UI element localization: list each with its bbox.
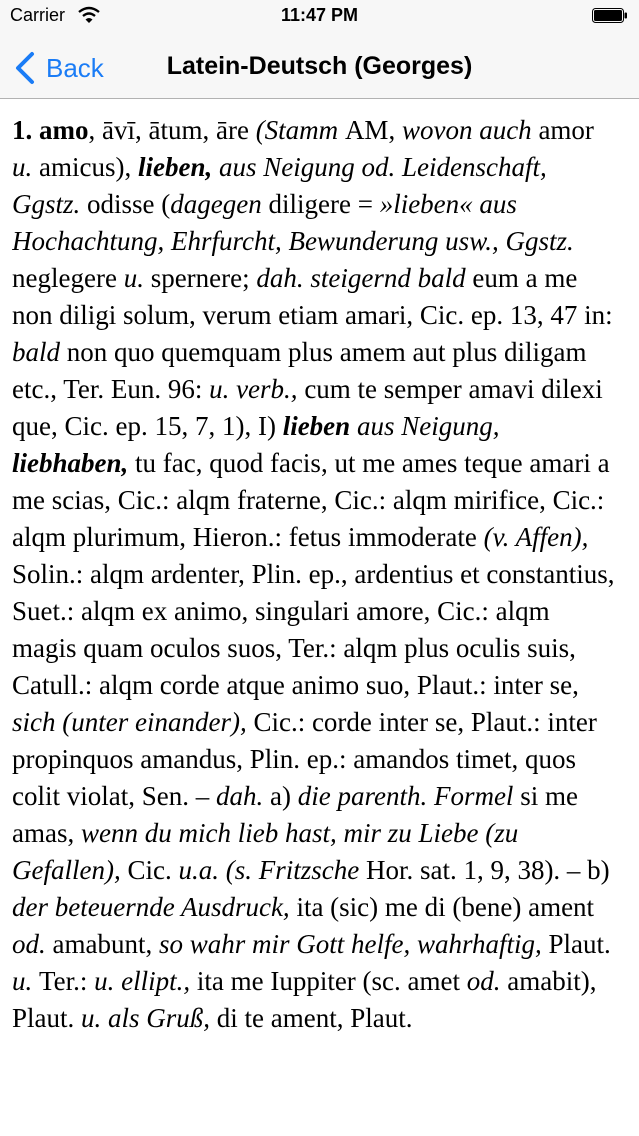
entry-segment: dagegen [170,189,269,219]
dictionary-entry [12,112,616,1136]
entry-segment: Hor. sat. 1, 9, 38). – b) [365,855,610,885]
back-label: Back [46,52,104,83]
navigation-bar [0,40,639,99]
entry-segment: tu fac, quod facis, ut me ames teque amari a me scias, Cic.: alqm fraterne, Cic.: alqm mirifice, Cic.: alqm plurimum, Hieron.: fetus immoderate [12,448,610,552]
entry-segment: »lieben« aus Hochachtung, Ehrfurcht, Bewunderung usw., Ggstz. [12,189,574,256]
entry-segment: (v. Affen), [483,522,589,552]
entry-segment: odisse ( [87,189,171,219]
entry-segment: si me amas, [12,781,578,848]
entry-text [12,112,616,1037]
entry-segment: Ter.: [39,966,95,996]
entry-segment: dah. [215,781,270,811]
entry-segment: od. [466,966,508,996]
entry-segment: amabit), Plaut. [12,966,597,1033]
entry-segment: u. [123,263,151,293]
entry-segment: wenn du mich lieb hast, mir zu Liebe (zu Gefallen), [12,818,519,885]
entry-segment: od. [12,929,53,959]
entry-segment: der beteuernde Ausdruck, [12,892,297,922]
entry-segment: liebhaben, [12,448,136,478]
entry-segment: non quo quemquam plus amem aut plus diligam etc., Ter. Eun. 96: [12,337,587,404]
entry-segment: di te ament, Plaut. [216,1003,413,1033]
entry-segment: sich (unter einander), [12,707,254,737]
entry-segment: amabunt, [52,929,159,959]
carrier-label: Carrier [10,5,66,25]
entry-segment: u. [12,966,39,996]
entry-segment: cum te semper amavi dilexi que, Cic. ep. 15, 7, 1), I) [12,374,603,441]
entry-segment: wovon auch [401,115,539,145]
entry-segment: (Stamm [255,115,345,145]
battery-icon [592,8,628,23]
entry-segment: Cic. [127,855,179,885]
entry-segment: lieben [282,411,357,441]
page-title: Latein-Deutsch (Georges) [166,52,473,80]
entry-segment: 1. amo [12,115,89,145]
entry-segment: bald [12,337,67,367]
entry-segment: dah. steigernd bald [256,263,473,293]
entry-segment: u. als Gruß, [81,1003,217,1033]
entry-segment: u.a. (s. Fritzsche [178,855,366,885]
entry-segment: so wahr mir Gott helfe, wahrhaftig, [158,929,549,959]
entry-segment: Cic.: corde inter se, Plaut.: inter propinquos amandus, Plin. ep.: amandos timet, quos colit violat, Sen. – [12,707,597,811]
entry-segment: Plaut. [548,929,611,959]
entry-segment: eum a me non diligi solum, verum etiam amari, Cic. ep. 13, 47 in: [12,263,613,330]
entry-segment: ita (sic) me di (bene) ament [296,892,595,922]
status-bar [0,0,639,40]
entry-segment: aus Neigung od. Leidenschaft, Ggstz. [12,152,547,219]
entry-segment: u. [12,152,39,182]
entry-segment: lieben, [137,152,219,182]
entry-segment: spernere; [150,263,257,293]
entry-segment: neglegere [12,263,124,293]
entry-segment: AM, [344,115,402,145]
entry-segment: , āvī, ātum, āre [88,115,256,145]
entry-segment: u. ellipt., [94,966,197,996]
entry-segment: amicus), [39,152,138,182]
status-time: 11:47 PM [280,5,359,25]
entry-segment: die parenth. Formel [297,781,521,811]
entry-segment: ita me Iuppiter (sc. amet [196,966,467,996]
entry-segment: amor [538,115,594,145]
entry-segment: diligere = [268,189,380,219]
entry-segment: Solin.: alqm ardenter, Plin. ep., ardentius et constantius, Suet.: alqm ex animo, singulari amore, Cic.: alqm magis quam oculos suos, Ter.: alqm plus oculis suis, Catull.: alqm corde atque animo suo, Plaut.: inter se, [12,559,615,700]
entry-segment: aus Neigung, [356,411,500,441]
entry-segment: u. verb., [209,374,305,404]
entry-segment: a) [269,781,298,811]
